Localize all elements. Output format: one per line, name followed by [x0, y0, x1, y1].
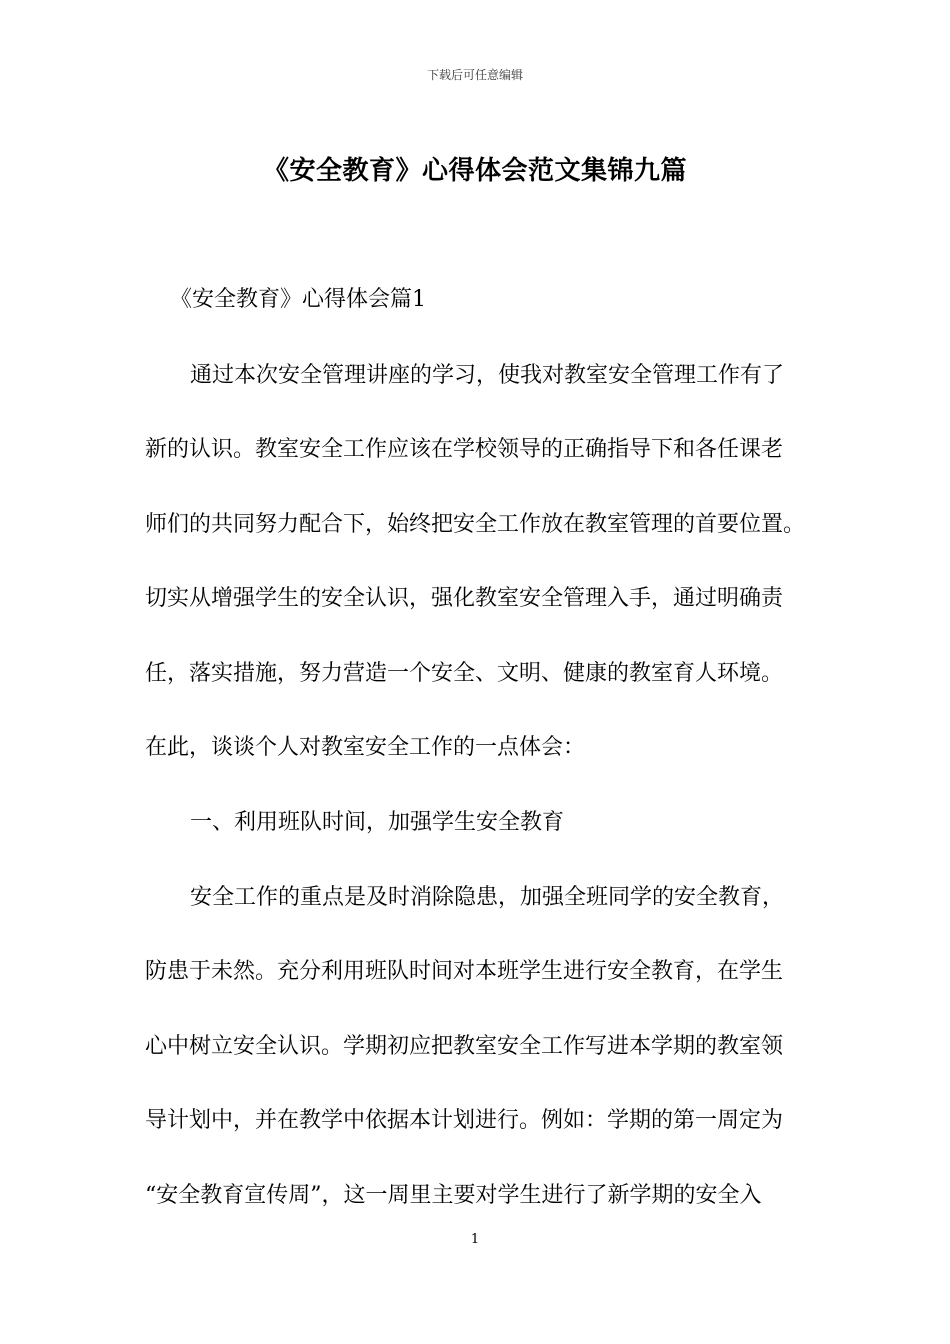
- paragraph-line: 新的认识。教室安全工作应该在学校领导的正确指导下和各任课老: [145, 437, 784, 462]
- paragraph-line: 安全工作的重点是及时消除隐患，加强全班同学的安全教育，: [190, 885, 785, 910]
- subsection-heading: 一、利用班队时间，加强学生安全教育: [190, 810, 565, 835]
- paragraph-line: 心中树立安全认识。学期初应把教室安全工作写进本学期的教室领: [145, 1034, 784, 1059]
- paragraph-line: 防患于未然。充分利用班队时间对本班学生进行安全教育，在学生: [145, 959, 784, 984]
- paragraph-line: 导计划中，并在教学中依据本计划进行。例如：学期的第一周定为: [145, 1108, 784, 1133]
- paragraph-line: 切实从增强学生的安全认识，强化教室安全管理入手，通过明确责: [145, 586, 784, 611]
- paragraph-line: 任，落实措施，努力营造一个安全、文明、健康的教室育人环境。: [145, 661, 784, 686]
- paragraph-line: 在此，谈谈个人对教室安全工作的一点体会：: [145, 735, 586, 760]
- paragraph-line: 师们的共同努力配合下，始终把安全工作放在教室管理的首要位置。: [145, 512, 806, 537]
- paragraph-line: “安全教育宣传周”，这一周里主要对学生进行了新学期的安全入: [145, 1183, 762, 1208]
- page-number: 1: [470, 1232, 480, 1247]
- document-title: 《安全教育》心得体会范文集锦九篇: [262, 156, 687, 186]
- header-note: 下载后可任意编辑: [426, 68, 523, 82]
- section-title: 《安全教育》心得体会篇1: [170, 287, 426, 312]
- paragraph-line: 通过本次安全管理讲座的学习，使我对教室安全管理工作有了: [190, 363, 785, 388]
